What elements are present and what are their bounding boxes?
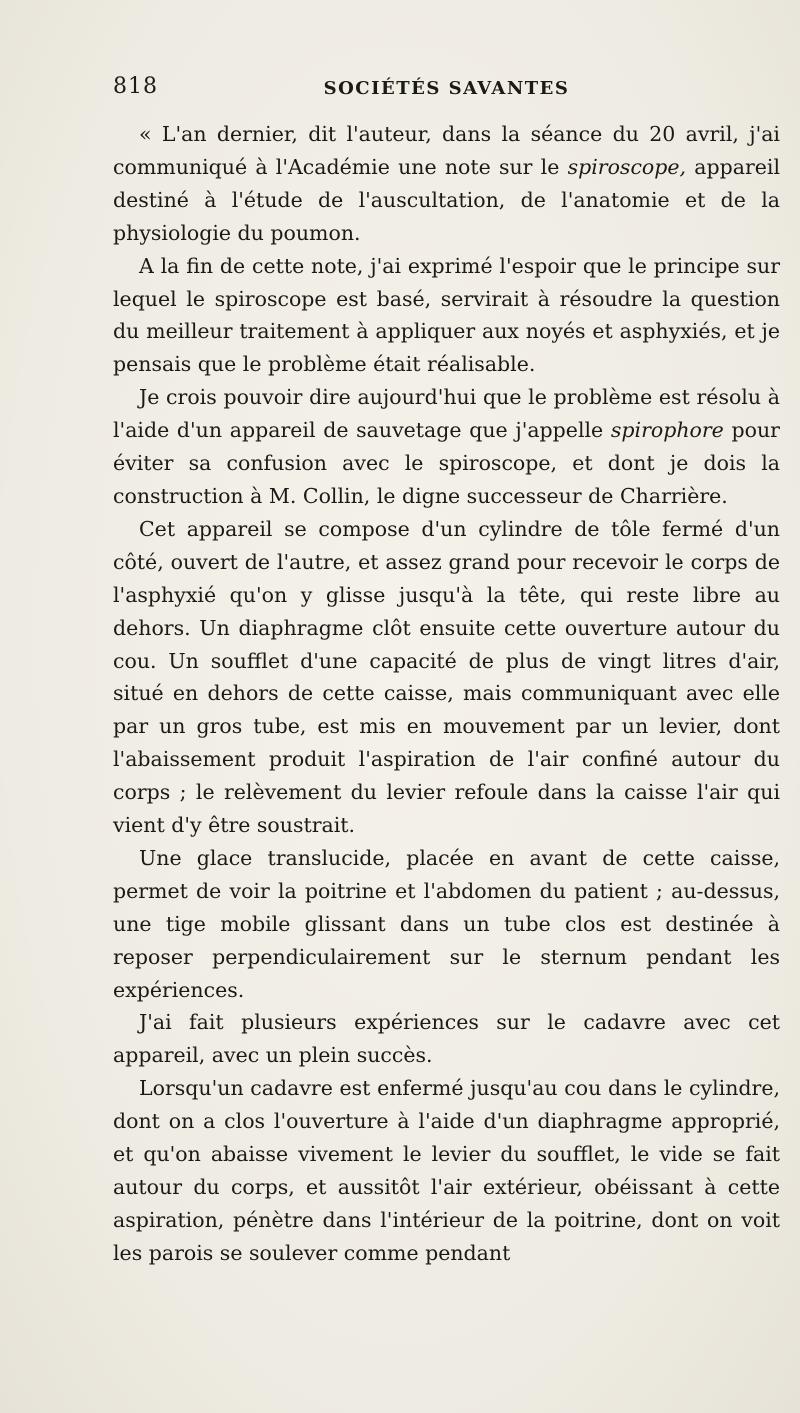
paragraph: Cet appareil se compose d'un cylindre de tôle fermé d'un côté, ouvert de l'autre, et assez grand pour recevoir le corps de l'asphyxié qu'on y glisse jusqu'à la tête, qui reste libre au dehors. Un diaphragme clôt ensuite cette ouverture autour du cou. Un soufflet d'une capacité de plus de vingt litres d'air, situé en dehors de cette caisse, mais communiquant avec elle par un gros tube, est mis en mouvement par un levier, dont l'abaissement produit l'aspiration de l'air confiné autour du corps ; le relèvement du levier refoule dans la caisse l'air qui vient d'y être soustrait. (113, 516, 780, 838)
emphasis-term: spiroscope, (567, 154, 687, 179)
paragraph: Je crois pouvoir dire aujourd'hui que le problème est résolu à l'aide d'un appareil de sauvetage que j'appelle spirophore pour éviter sa confusion avec le spiroscope, et dont je dois la construction à M. Collin, le digne successeur de Charrière. (113, 385, 780, 508)
emphasis-term: spirophore (610, 418, 724, 443)
page-header (113, 74, 780, 108)
running-head: SOCIÉTÉS SAVANTES (323, 78, 570, 99)
paragraph: A la fin de cette note, j'ai exprimé l'espoir que le principe sur lequel le spiroscope est basé, servirait à résoudre la question du meilleur traitement à appliquer aux noyés et asphyxiés, et je pensais que le problème était réalisable. (113, 253, 780, 377)
body-text (113, 118, 780, 1270)
paragraph: Une glace translucide, placée en avant de cette caisse, permet de voir la poitrine et l'abdomen du patient ; au-dessus, une tige mobile glissant dans un tube clos est destinée à reposer perpendiculairement sur le sternum pendant les expériences. (113, 845, 780, 1002)
paragraph: « L'an dernier, dit l'auteur, dans la séance du 20 avril, j'ai communiqué à l'Académie une note sur le spiroscope, appareil destiné à l'étude de l'auscultation, de l'anatomie et de la physiologie du poumon. (113, 122, 781, 245)
paragraph: Lorsqu'un cadavre est enfermé jusqu'au cou dans le cylindre, dont on a clos l'ouverture à l'aide d'un diaphragme approprié, et qu'on abaisse vivement le levier du soufflet, le vide se fait autour du corps, et aussitôt l'air extérieur, obéissant à cette aspiration, pénètre dans l'intérieur de la poitrine, dont on voit les parois se soulever comme pendant (113, 1076, 780, 1265)
page-number: 818 (113, 74, 158, 99)
paragraph: J'ai fait plusieurs expériences sur le cadavre avec cet appareil, avec un plein succès. (113, 1010, 780, 1068)
